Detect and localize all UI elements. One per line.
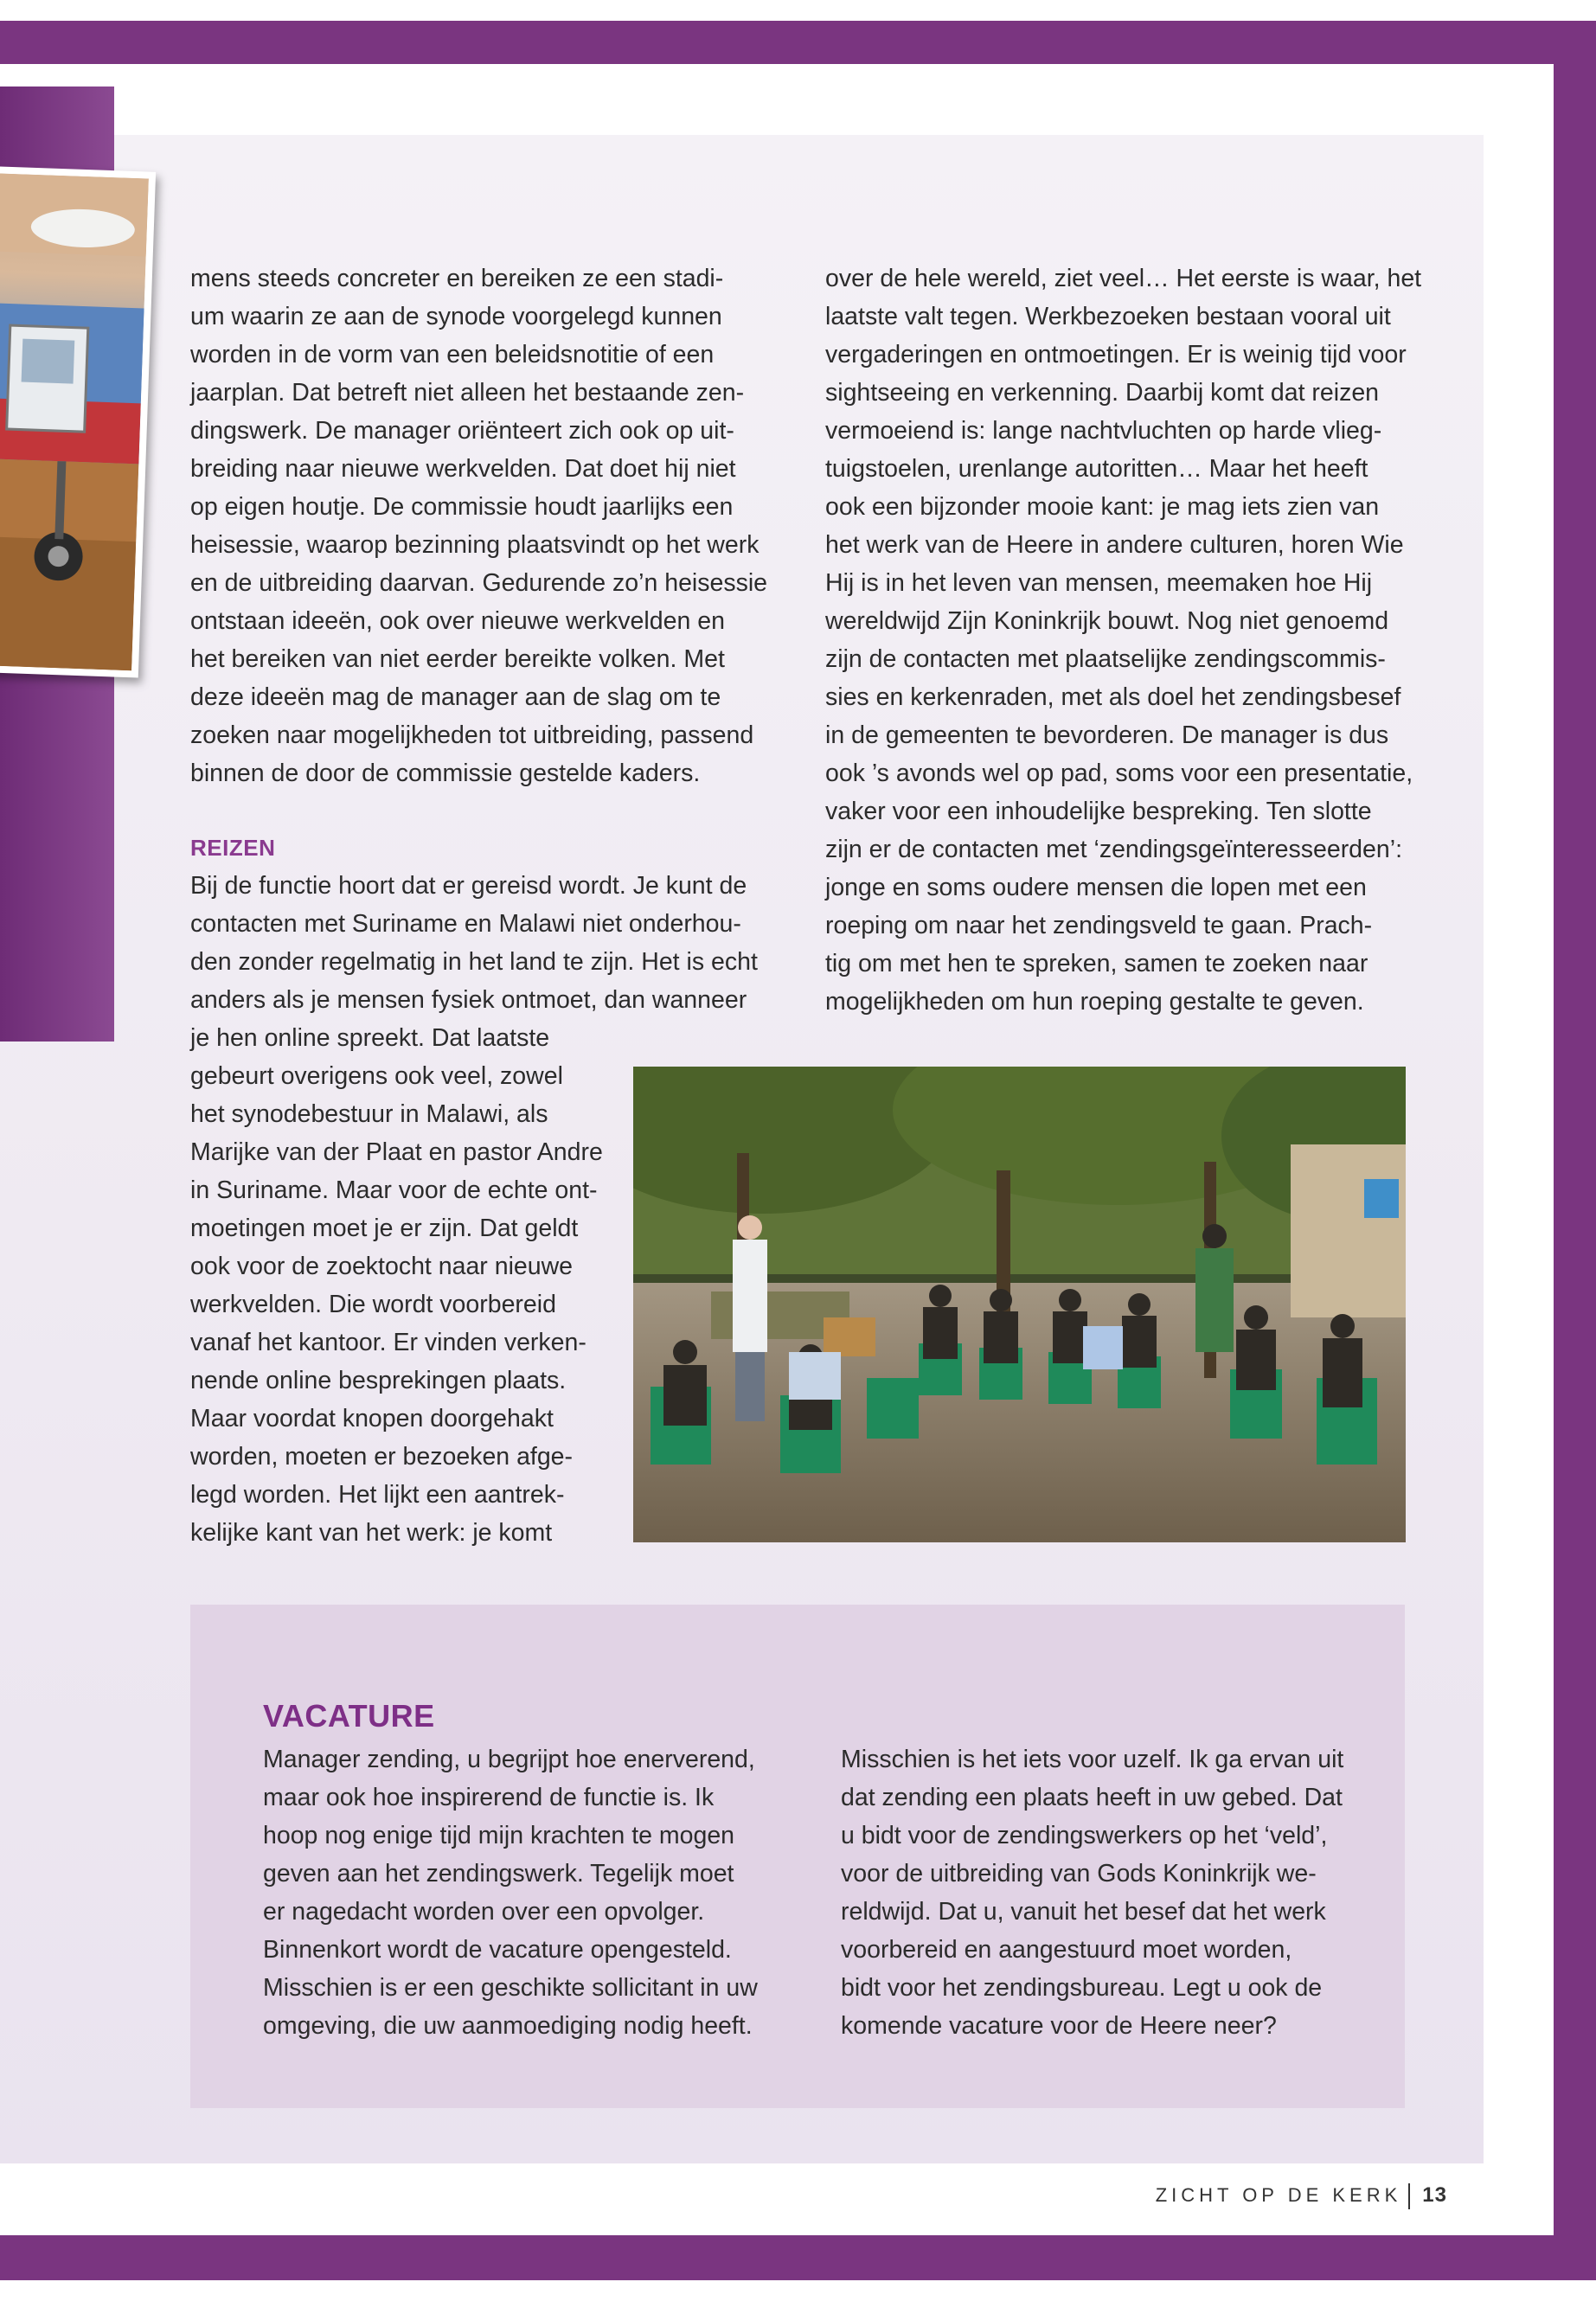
text-line: den zonder regelmatig in het land te zijn. Het is echt bbox=[190, 948, 758, 976]
text-line: contacten met Suriname en Malawi niet onderhou- bbox=[190, 910, 741, 938]
text-line: vaker voor een inhoudelijke bespreking. Ten slotte bbox=[825, 798, 1372, 825]
text-line: moetingen moet je er zijn. Dat geldt bbox=[190, 1215, 579, 1242]
text-line: roeping om naar het zendingsveld te gaan. Prach- bbox=[825, 912, 1373, 939]
text-line: ook een bijzonder mooie kant: je mag iets zien van bbox=[825, 493, 1380, 521]
text-line: ontstaan ideeën, ook over nieuwe werkvelden en bbox=[190, 607, 725, 635]
frame-top-border bbox=[0, 21, 1596, 64]
text-line: deze ideeën mag de manager aan de slag om te bbox=[190, 683, 721, 711]
meeting-photo bbox=[633, 1067, 1406, 1542]
text-line: Bij de functie hoort dat er gereisd wordt. Je kunt de bbox=[190, 872, 747, 900]
frame-bottom-border bbox=[0, 2235, 1596, 2280]
text-line: Binnenkort wordt de vacature opengesteld. bbox=[263, 1936, 732, 1964]
text-line: dingswerk. De manager oriënteert zich ook op uit- bbox=[190, 417, 734, 445]
text-line: voorbereid en aangestuurd moet worden, bbox=[841, 1936, 1292, 1964]
page-number: 13 bbox=[1422, 2183, 1447, 2207]
text-line: het werk van de Heere in andere culturen, horen Wie bbox=[825, 531, 1404, 559]
text-line: laatste valt tegen. Werkbezoeken bestaan vooral uit bbox=[825, 303, 1391, 330]
text-line: het synodebestuur in Malawi, als bbox=[190, 1100, 548, 1128]
text-line: nende online besprekingen plaats. bbox=[190, 1367, 567, 1394]
text-line: ook ’s avonds wel op pad, soms voor een presentatie, bbox=[825, 760, 1413, 787]
text-line: zijn er de contacten met ‘zendingsgeïnteresseerden’: bbox=[825, 836, 1402, 863]
text-line: voor de uitbreiding van Gods Koninkrijk we- bbox=[841, 1860, 1317, 1888]
text-line: gebeurt overigens ook veel, zowel bbox=[190, 1062, 563, 1090]
text-line: sies en kerkenraden, met als doel het zendingsbesef bbox=[825, 683, 1401, 711]
airplane-photo bbox=[0, 166, 156, 678]
text-line: komende vacature voor de Heere neer? bbox=[841, 2012, 1277, 2040]
meeting-photo-image bbox=[633, 1067, 1406, 1542]
column-2 bbox=[825, 260, 1421, 1021]
text-line: werkvelden. Die wordt voorbereid bbox=[190, 1291, 556, 1318]
text-line: ook voor de zoektocht naar nieuwe bbox=[190, 1253, 574, 1280]
text-line: wereldwijd Zijn Koninkrijk bouwt. Nog niet genoemd bbox=[825, 607, 1389, 635]
text-line: breiding naar nieuwe werkvelden. Dat doet hij niet bbox=[190, 455, 736, 483]
vacature-right-column bbox=[841, 1740, 1343, 2045]
text-line: je hen online spreekt. Dat laatste bbox=[190, 1024, 550, 1052]
text-line: u bidt voor de zendingswerkers op het ‘veld’, bbox=[841, 1822, 1328, 1849]
text-line: dat zending een plaats heeft in uw gebed. Dat bbox=[841, 1784, 1343, 1811]
column-1-top bbox=[190, 260, 767, 792]
text-line: het bereiken van niet eerder bereikte volken. Met bbox=[190, 645, 725, 673]
text-line: sightseeing en verkenning. Daarbij komt dat reizen bbox=[825, 379, 1380, 407]
text-line: legd worden. Het lijkt een aantrek- bbox=[190, 1481, 565, 1509]
text-line: er nagedacht worden over een opvolger. bbox=[263, 1898, 705, 1926]
frame-right-border bbox=[1554, 21, 1596, 2280]
text-line: worden in de vorm van een beleidsnotitie of een bbox=[190, 341, 715, 369]
vacature-box bbox=[190, 1605, 1405, 2108]
text-line: kelijke kant van het werk: je komt bbox=[190, 1519, 553, 1547]
text-line: Marijke van der Plaat en pastor Andre bbox=[190, 1138, 603, 1166]
reizen-heading: REIZEN bbox=[190, 835, 276, 861]
text-line: jonge en soms oudere mensen die lopen met een bbox=[825, 874, 1367, 901]
text-line: Manager zending, u begrijpt hoe enerverend, bbox=[263, 1746, 755, 1773]
vacature-left-column bbox=[263, 1740, 758, 2045]
text-line: heisessie, waarop bezinning plaatsvindt op het werk bbox=[190, 531, 760, 559]
airplane-photo-image bbox=[0, 173, 149, 670]
text-line: Misschien is er een geschikte sollicitant in uw bbox=[263, 1974, 758, 2002]
text-line: Misschien is het iets voor uzelf. Ik ga ervan uit bbox=[841, 1746, 1344, 1773]
text-line: in Suriname. Maar voor de echte ont- bbox=[190, 1176, 598, 1204]
text-line: um waarin ze aan de synode voorgelegd kunnen bbox=[190, 303, 722, 330]
text-line: vermoeiend is: lange nachtvluchten op harde vlieg- bbox=[825, 417, 1382, 445]
text-line: vanaf het kantoor. Er vinden verken- bbox=[190, 1329, 586, 1356]
text-line: mogelijkheden om hun roeping gestalte te geven. bbox=[825, 988, 1364, 1016]
text-line: in de gemeenten te bevorderen. De manager is dus bbox=[825, 721, 1389, 749]
text-line: omgeving, die uw aanmoediging nodig heeft. bbox=[263, 2012, 753, 2040]
text-line: jaarplan. Dat betreft niet alleen het bestaande zen- bbox=[190, 379, 745, 407]
text-line: vergaderingen en ontmoetingen. Er is weinig tijd voor bbox=[825, 341, 1407, 369]
text-line: geven aan het zendingswerk. Tegelijk moet bbox=[263, 1860, 734, 1888]
text-line: Hij is in het leven van mensen, meemaken hoe Hij bbox=[825, 569, 1373, 597]
text-line: tig om met hen te spreken, samen te zoeken naar bbox=[825, 950, 1368, 977]
text-line: tuigstoelen, urenlange autoritten… Maar het heeft bbox=[825, 455, 1368, 483]
text-line: zoeken naar mogelijkheden tot uitbreiding, passend bbox=[190, 721, 754, 749]
vacature-title: VACATURE bbox=[263, 1698, 435, 1734]
text-line: maar ook hoe inspirerend de functie is. Ik bbox=[263, 1784, 715, 1811]
magazine-name: ZICHT OP DE KERK bbox=[1155, 2184, 1402, 2206]
text-line: Maar voordat knopen doorgehakt bbox=[190, 1405, 554, 1433]
text-line: hoop nog enige tijd mijn krachten te mogen bbox=[263, 1822, 735, 1849]
text-line: en de uitbreiding daarvan. Gedurende zo’n heisessie bbox=[190, 569, 768, 597]
text-line: bidt voor het zendingsbureau. Legt u ook de bbox=[841, 1974, 1323, 2002]
text-line: reldwijd. Dat u, vanuit het besef dat het werk bbox=[841, 1898, 1326, 1926]
text-line: mens steeds concreter en bereiken ze een stadi- bbox=[190, 265, 724, 292]
text-line: anders als je mensen fysiek ontmoet, dan wanneer bbox=[190, 986, 747, 1014]
text-line: zijn de contacten met plaatselijke zendingscommis- bbox=[825, 645, 1386, 673]
text-line: worden, moeten er bezoeken afge- bbox=[190, 1443, 574, 1471]
text-line: op eigen houtje. De commissie houdt jaarlijks een bbox=[190, 493, 734, 521]
text-line: over de hele wereld, ziet veel… Het eerste is waar, het bbox=[825, 265, 1422, 292]
text-line: binnen de door de commissie gestelde kaders. bbox=[190, 760, 701, 787]
footer-divider bbox=[1408, 2183, 1410, 2209]
page-footer bbox=[1156, 2183, 1447, 2209]
